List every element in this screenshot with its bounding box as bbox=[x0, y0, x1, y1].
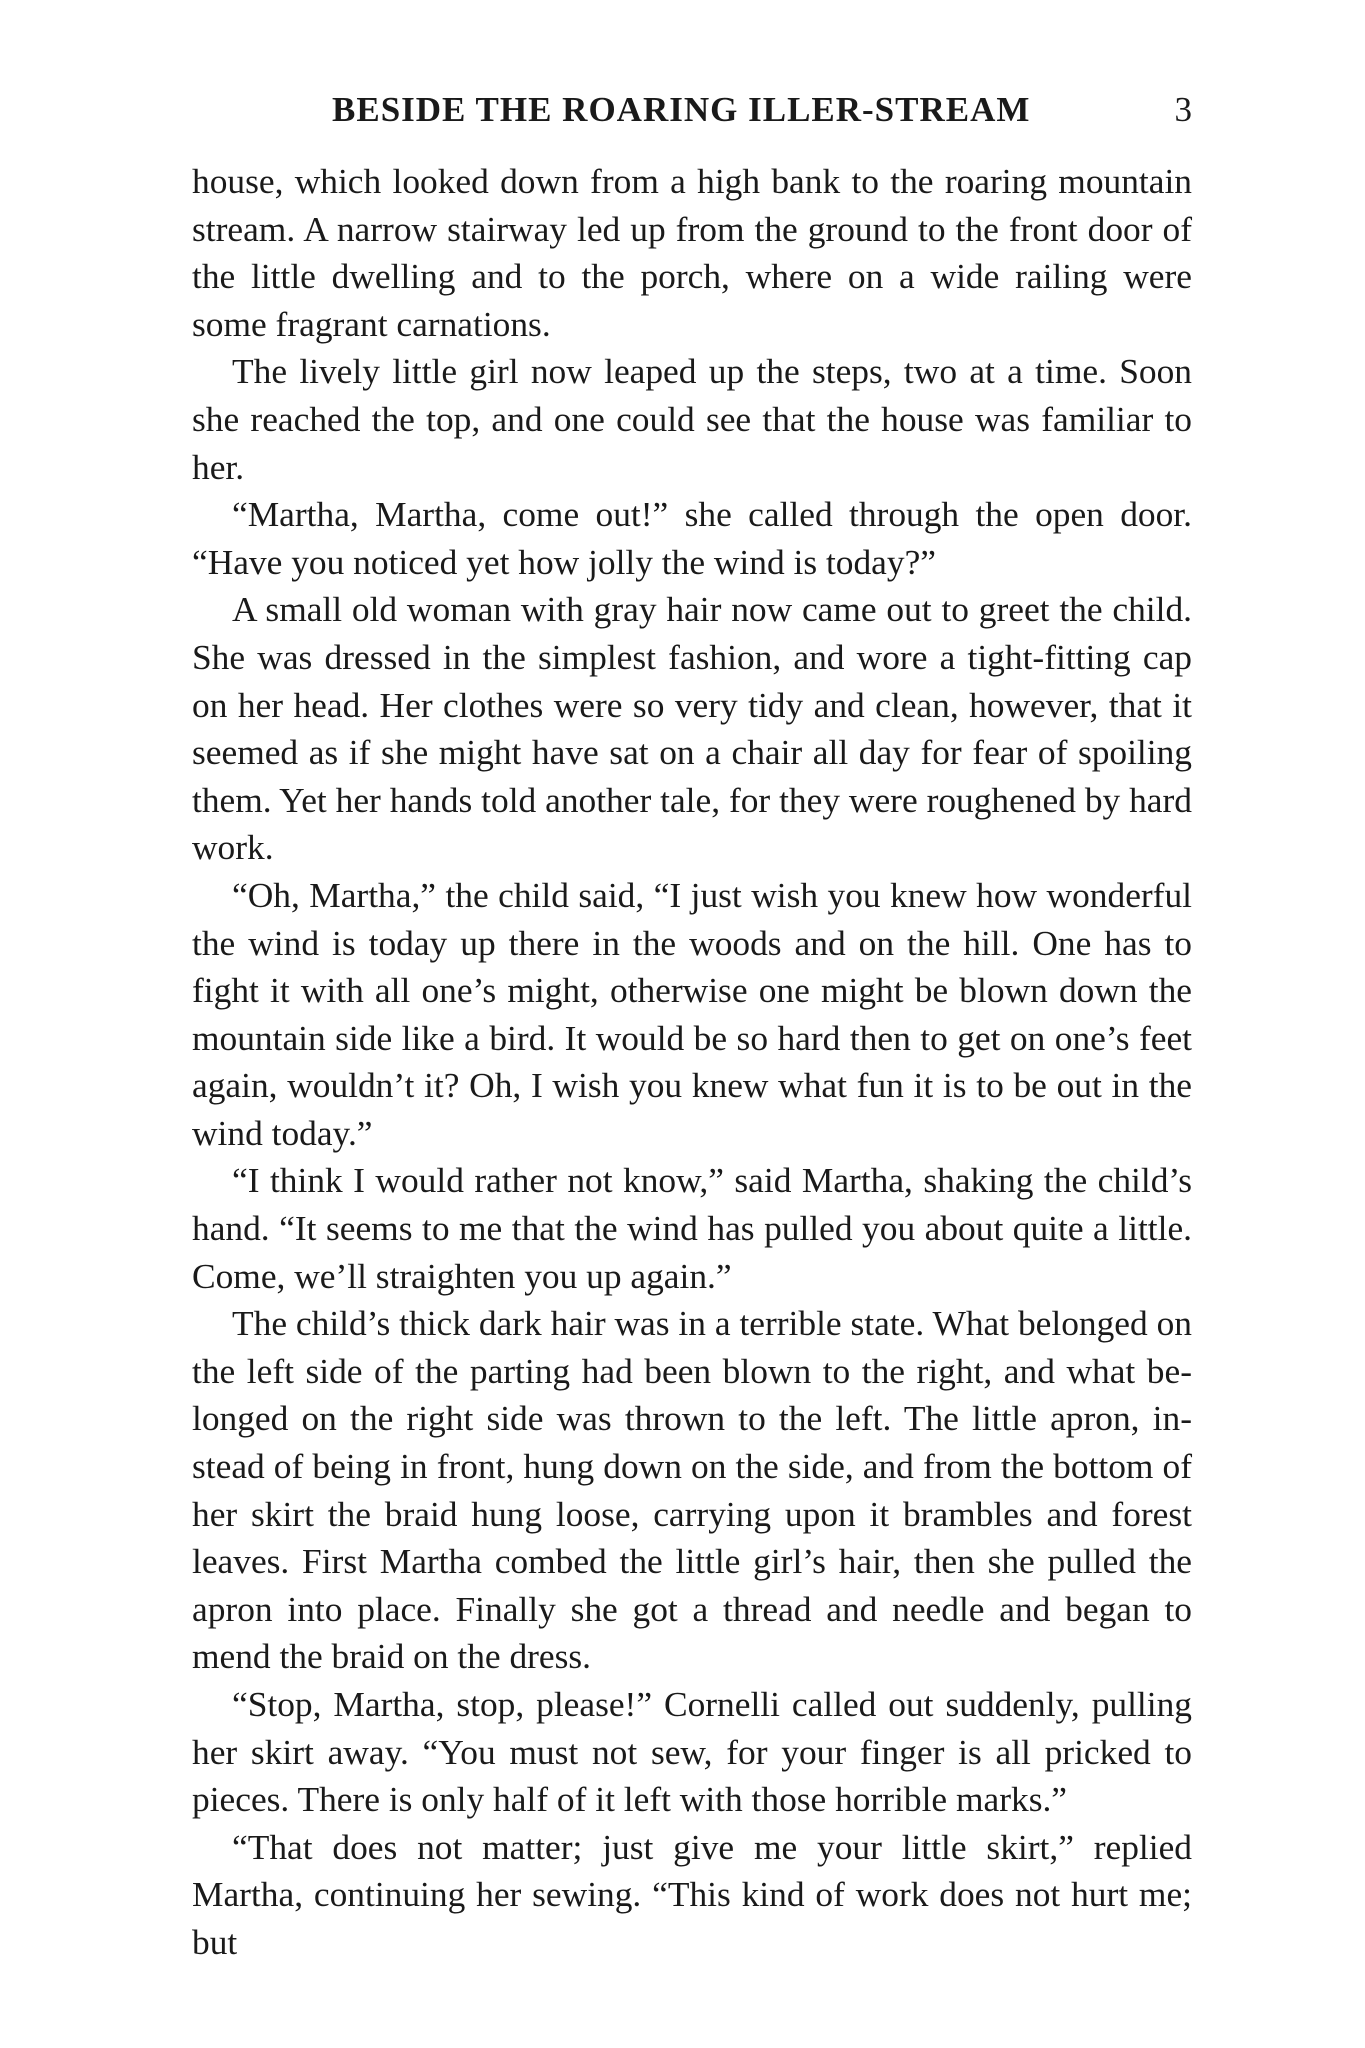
body-text bbox=[192, 158, 1192, 1967]
page-number: 3 bbox=[1174, 90, 1192, 129]
paragraph: “I think I would rather not know,” said Martha, shaking the child’s hand. “It seems to me that the wind has pulled you about quite a little. Come, we’ll straighten you up again.” bbox=[192, 1160, 1192, 1296]
paragraph: The child’s thick dark hair was in a terrible state. What belonged on the left side of the parting had been blown to the right, and what belonged on the right side was thrown to the left. The little apron, instead of being in front, hung down on the side, and from the bottom of her skirt the braid hung loose, carrying upon it brambles and forest leaves. First Martha combed the little girl’s hair, then she pulled the apron into place. Finally she got a thread and needle and began to mend the braid on the dress. bbox=[192, 1303, 1192, 1677]
paragraph: A small old woman with gray hair now came out to greet the child. She was dressed in the simplest fashion, and wore a tight-fitting cap on her head. Her clothes were so very tidy and clean, however, that it seemed as if she might have sat on a chair all day for fear of spoiling them. Yet her hands told another tale, for they were roughened by hard work. bbox=[192, 589, 1192, 868]
running-title: BESIDE THE ROARING ILLER-STREAM bbox=[332, 90, 1031, 129]
paragraph: “Stop, Martha, stop, please!” Cornelli called out suddenly, pulling her skirt away. “You must not sew, for your finger is all pricked to pieces. There is only half of it left with those horrible marks.” bbox=[192, 1684, 1192, 1820]
paragraph: “Oh, Martha,” the child said, “I just wish you knew how wonderful the wind is today up there in the woods and on the hill. One has to fight it with all one’s might, otherwise one might be blown down the mountain side like a bird. It would be so hard then to get on one’s feet again, wouldn’t it? Oh, I wish you knew what fun it is to be out in the wind today.” bbox=[192, 874, 1192, 1153]
paragraph: “That does not matter; just give me your little skirt,” replied Martha, continuing her sewing. “This kind of work does not hurt me; but bbox=[192, 1826, 1192, 1962]
paragraph: house, which looked down from a high bank to the roaring mountain stream. A narrow stairway led up from the ground to the front door of the little dwelling and to the porch, where on a wide railing were some fragrant carnations. bbox=[192, 161, 1192, 344]
paragraph: The lively little girl now leaped up the steps, two at a time. Soon she reached the top, and one could see that the house was familiar to her. bbox=[192, 351, 1192, 487]
running-head bbox=[192, 90, 1192, 140]
paragraph: “Martha, Martha, come out!” she called through the open door. “Have you noticed yet how jolly the wind is today?” bbox=[192, 494, 1192, 582]
